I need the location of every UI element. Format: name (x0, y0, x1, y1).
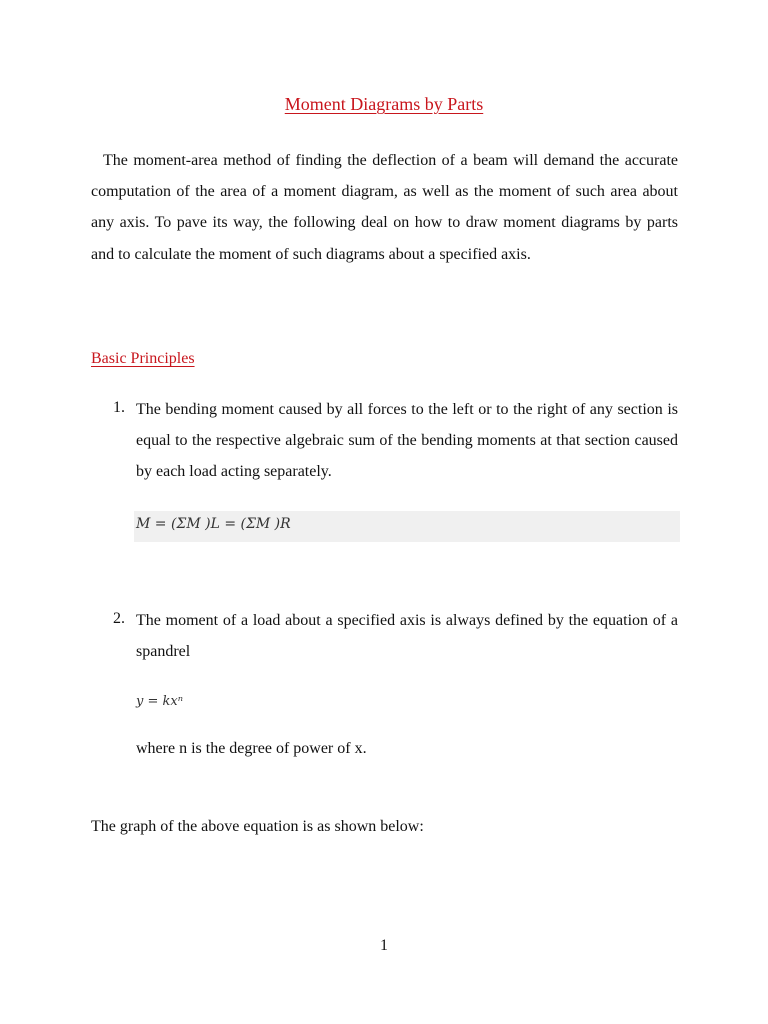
principle-2-text: The moment of a load about a specified axis is always defined by the equation of a spandrel (136, 612, 678, 660)
list-number-1: 1. (113, 399, 125, 416)
principle-1-text: The bending moment caused by all forces to the left or to the right of any section is equal to the respective algebraic sum of the bending moments at that section caused by each load acting separately. (136, 401, 678, 480)
page-number: 1 (380, 937, 388, 954)
principle-2-note: where n is the degree of power of x. (136, 740, 367, 757)
intro-paragraph: The moment-area method of finding the deflection of a beam will demand the accurate computation of the area of a moment diagram, as well as the moment of such area about any axis. To pave its way, the following deal on how to draw moment diagrams by parts and to calculate the moment of such diagrams about a specified axis. (91, 152, 678, 263)
equation-spandrel: y = kxⁿ (136, 694, 183, 709)
list-number-2: 2. (113, 610, 125, 627)
equation-block-1 (134, 511, 680, 542)
closing-sentence: The graph of the above equation is as shown below: (91, 818, 424, 835)
page-title: Moment Diagrams by Parts (284, 94, 484, 114)
section-heading-basic-principles: Basic Principles (91, 350, 195, 367)
equation-moment-sum: M = (ΣM )L = (ΣM )R (136, 516, 291, 532)
